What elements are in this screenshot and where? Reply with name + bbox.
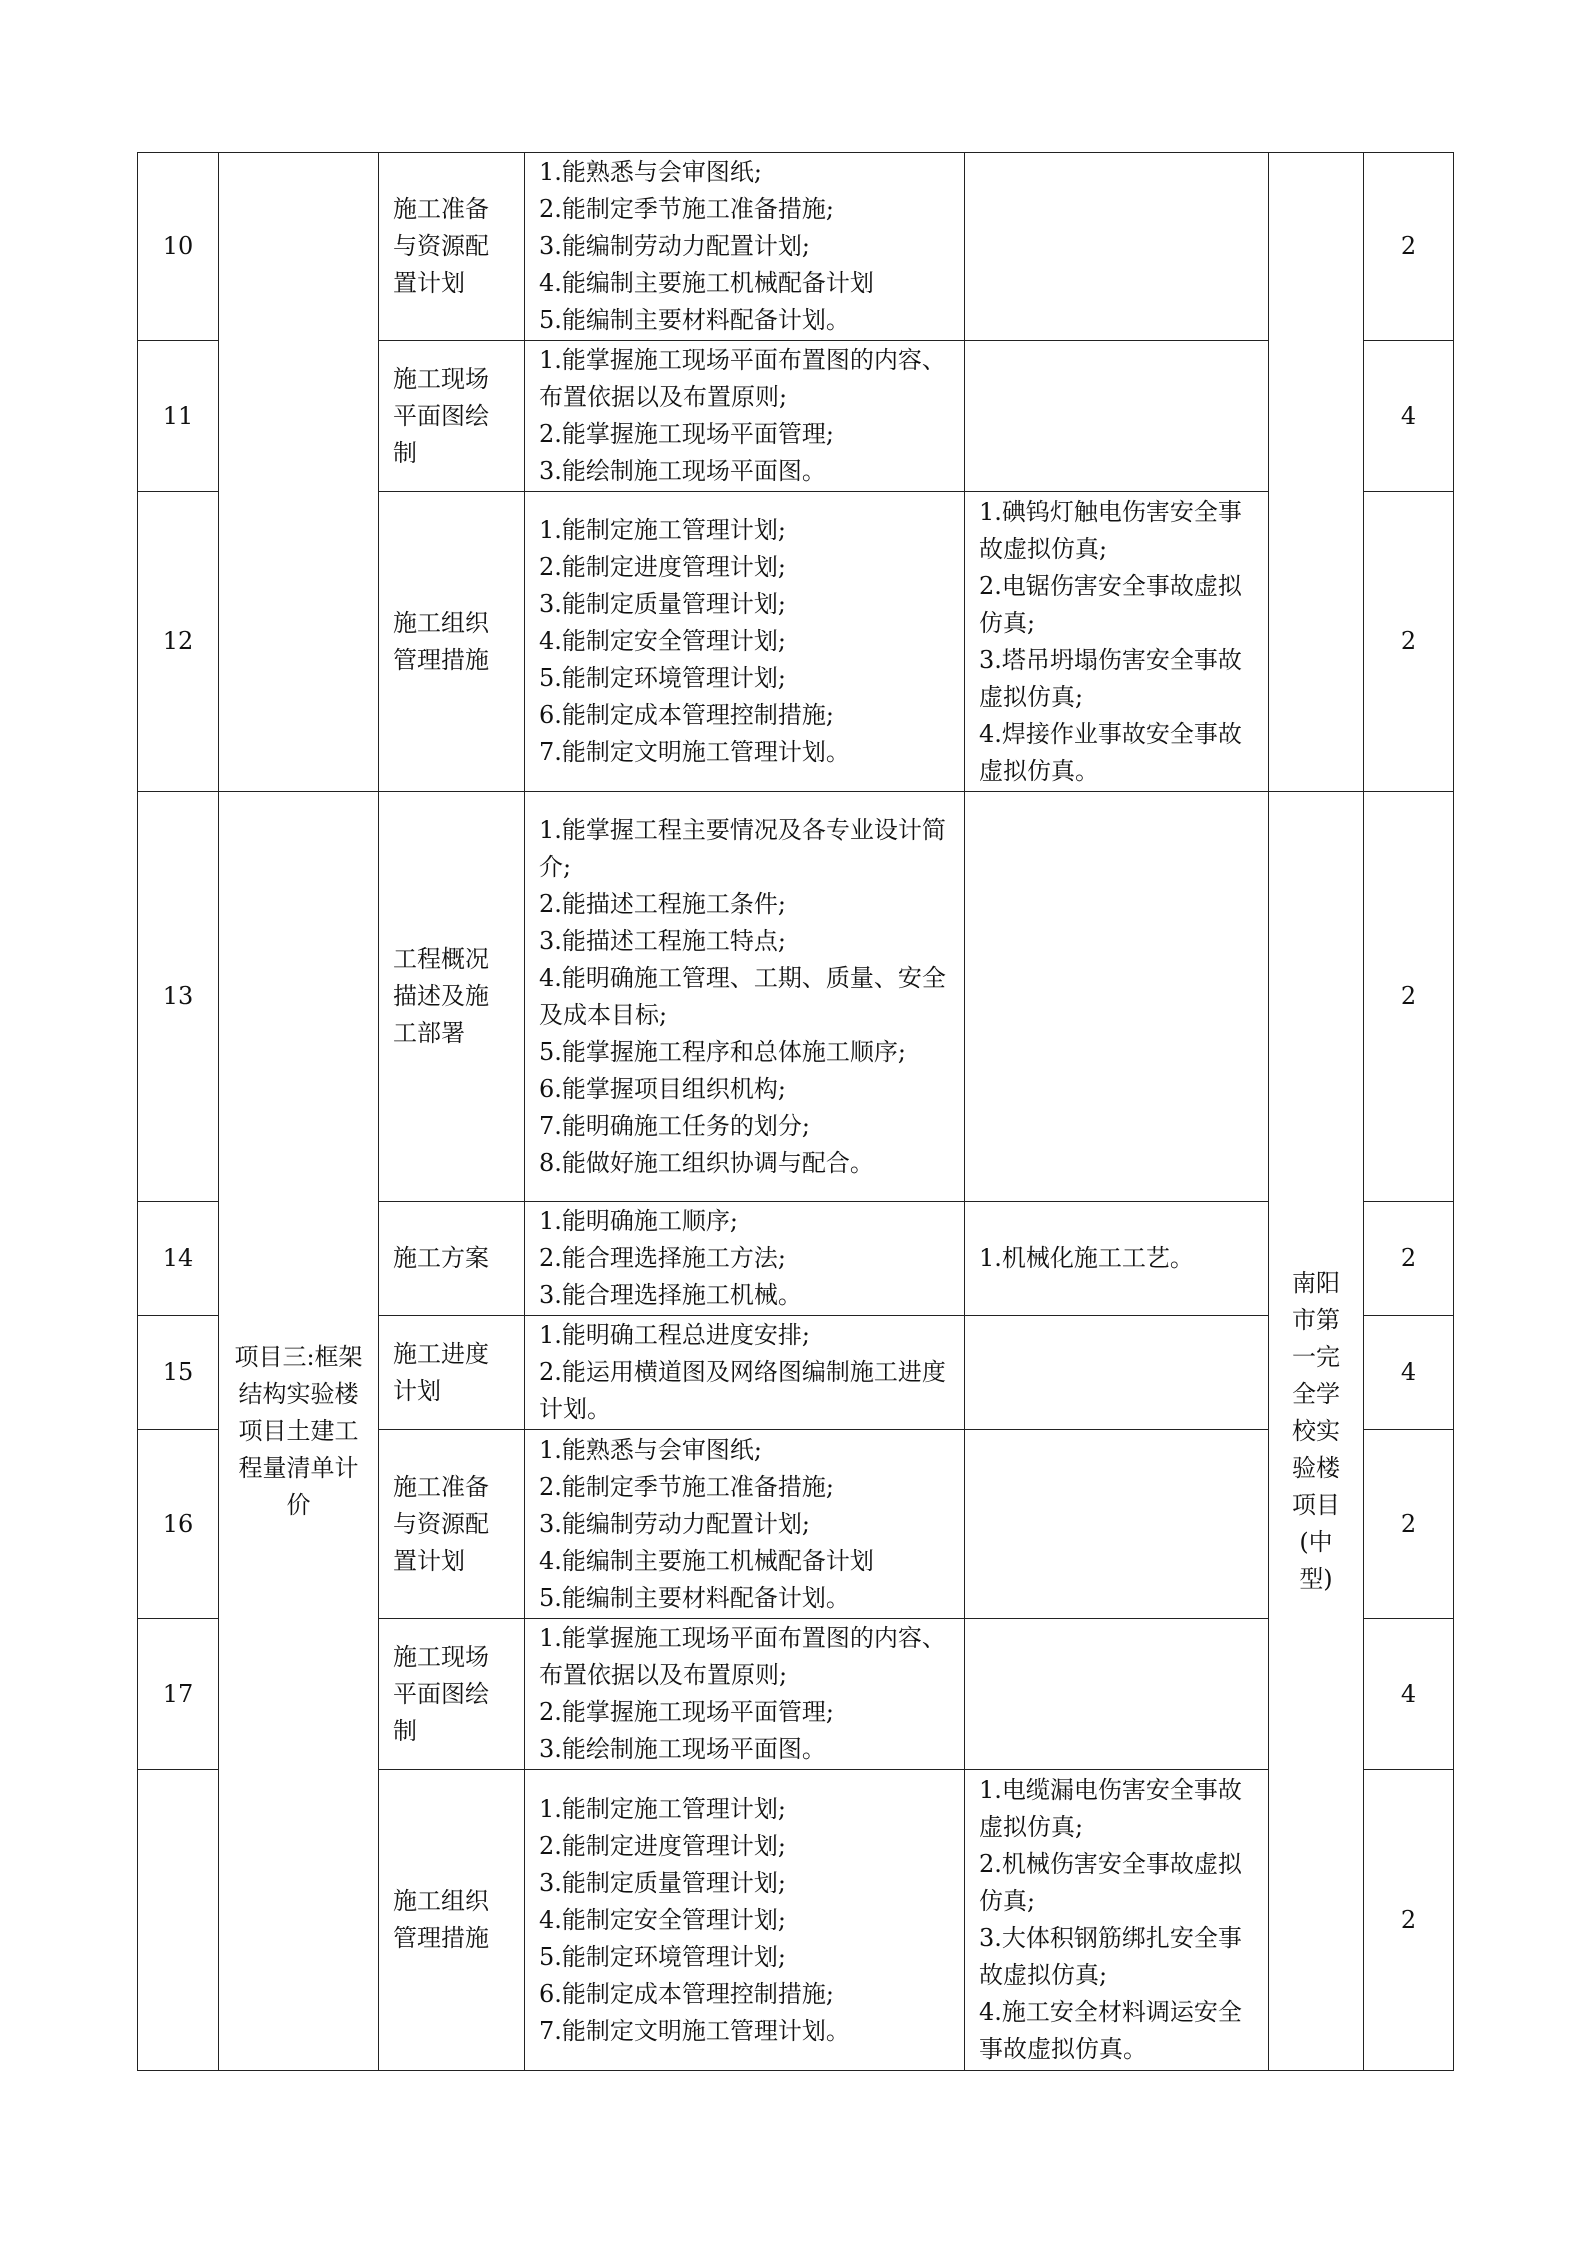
hours: 2 xyxy=(1364,1430,1454,1619)
skill-item: 6.能制定成本管理控制措施; xyxy=(539,1979,834,2008)
skill-item: 2.能描述工程施工条件; xyxy=(539,889,786,918)
hours: 2 xyxy=(1364,492,1454,792)
skill-item: 2.能制定季节施工准备措施; xyxy=(539,195,834,223)
simulation-item: 3.大体积钢筋绑扎安全事故虚拟仿真; xyxy=(979,1924,1242,1989)
skill-item: 3.能绘制施工现场平面图。 xyxy=(539,457,826,485)
skill-item: 2.能运用横道图及网络图编制施工进度计划。 xyxy=(539,1358,946,1423)
skill-item: 4.能制定安全管理计划; xyxy=(539,1905,786,1934)
skill-item: 8.能做好施工组织协调与配合。 xyxy=(539,1148,874,1177)
skill-item: 5.能掌握施工程序和总体施工顺序; xyxy=(539,1037,906,1066)
hours: 2 xyxy=(1364,1770,1454,2071)
task-name: 施工现场平面图绘制 xyxy=(379,1619,525,1770)
simulation-list xyxy=(965,153,1269,341)
hours: 4 xyxy=(1364,341,1454,492)
project-cell-previous xyxy=(219,153,379,792)
project-name: 项目三:框架结构实验楼项目土建工程量清单计价 xyxy=(219,792,379,2071)
row-number: 13 xyxy=(138,792,219,1202)
skill-item: 4.能明确施工管理、工期、质量、安全及成本目标; xyxy=(539,963,946,1029)
row-number: 10 xyxy=(138,153,219,341)
skill-item: 2.能制定进度管理计划; xyxy=(539,1831,786,1860)
skill-item: 1.能掌握工程主要情况及各专业设计简介; xyxy=(539,815,946,881)
skill-item: 7.能制定文明施工管理计划。 xyxy=(539,738,850,766)
task-name: 施工现场平面图绘制 xyxy=(379,341,525,492)
skill-item: 3.能编制劳动力配置计划; xyxy=(539,232,810,260)
simulation-item: 3.塔吊坍塌伤害安全事故虚拟仿真; xyxy=(979,645,1242,711)
row-number xyxy=(138,1770,219,2071)
skill-item: 4.能编制主要施工机械配备计划 xyxy=(539,1546,874,1575)
skill-list xyxy=(525,1770,965,2071)
skill-item: 1.能制定施工管理计划; xyxy=(539,1794,786,1823)
skill-item: 2.能合理选择施工方法; xyxy=(539,1244,786,1272)
simulation-list xyxy=(965,1316,1269,1430)
simulation-list xyxy=(965,1430,1269,1619)
skill-item: 5.能制定环境管理计划; xyxy=(539,1942,786,1971)
skill-item: 7.能明确施工任务的划分; xyxy=(539,1111,810,1140)
skill-item: 4.能编制主要施工机械配备计划 xyxy=(539,269,874,297)
course-table xyxy=(137,152,1454,2071)
task-name: 工程概况描述及施工部署 xyxy=(379,792,525,1202)
simulation-item: 2.机械伤害安全事故虚拟仿真; xyxy=(979,1850,1242,1915)
simulation-list xyxy=(965,1202,1269,1316)
skill-item: 2.能掌握施工现场平面管理; xyxy=(539,420,834,448)
skill-item: 3.能制定质量管理计划; xyxy=(539,1868,786,1897)
skill-item: 5.能编制主要材料配备计划。 xyxy=(539,1583,850,1612)
hours: 2 xyxy=(1364,153,1454,341)
simulation-item: 1.电缆漏电伤害安全事故虚拟仿真; xyxy=(979,1776,1242,1841)
skill-item: 3.能绘制施工现场平面图。 xyxy=(539,1735,826,1763)
skill-item: 1.能掌握施工现场平面布置图的内容、布置依据以及布置原则; xyxy=(539,1624,946,1689)
simulation-list xyxy=(965,341,1269,492)
row-number: 16 xyxy=(138,1430,219,1619)
simulation-list xyxy=(965,792,1269,1202)
row-number: 14 xyxy=(138,1202,219,1316)
task-name: 施工准备与资源配置计划 xyxy=(379,153,525,341)
hours: 2 xyxy=(1364,1202,1454,1316)
skill-item: 2.能制定进度管理计划; xyxy=(539,553,786,581)
skill-item: 1.能熟悉与会审图纸; xyxy=(539,1435,762,1464)
skill-item: 1.能明确工程总进度安排; xyxy=(539,1321,810,1349)
skill-item: 1.能熟悉与会审图纸; xyxy=(539,158,762,186)
skill-item: 6.能制定成本管理控制措施; xyxy=(539,701,834,729)
simulation-item: 1.碘钨灯触电伤害安全事故虚拟仿真; xyxy=(979,497,1242,563)
simulation-item: 1.机械化施工工艺。 xyxy=(979,1244,1194,1272)
skill-list xyxy=(525,792,965,1202)
hours: 4 xyxy=(1364,1619,1454,1770)
task-name: 施工组织管理措施 xyxy=(379,492,525,792)
row-number: 12 xyxy=(138,492,219,792)
task-name: 施工组织管理措施 xyxy=(379,1770,525,2071)
skill-item: 1.能制定施工管理计划; xyxy=(539,516,786,544)
table-row xyxy=(138,792,1454,1202)
row-number: 17 xyxy=(138,1619,219,1770)
task-name: 施工进度计划 xyxy=(379,1316,525,1430)
skill-list xyxy=(525,492,965,792)
simulation-item: 4.焊接作业事故安全事故虚拟仿真。 xyxy=(979,719,1242,785)
skill-list xyxy=(525,1619,965,1770)
task-name: 施工方案 xyxy=(379,1202,525,1316)
skill-item: 7.能制定文明施工管理计划。 xyxy=(539,2016,850,2045)
project-site: 南阳市第一完全学校实验楼项目(中型) xyxy=(1269,792,1364,2071)
skill-item: 6.能掌握项目组织机构; xyxy=(539,1074,786,1103)
skill-item: 3.能描述工程施工特点; xyxy=(539,926,786,955)
skill-item: 3.能合理选择施工机械。 xyxy=(539,1281,802,1309)
skill-item: 1.能掌握施工现场平面布置图的内容、布置依据以及布置原则; xyxy=(539,346,946,411)
skill-item: 2.能掌握施工现场平面管理; xyxy=(539,1698,834,1726)
skill-item: 4.能制定安全管理计划; xyxy=(539,627,786,655)
skill-item: 5.能编制主要材料配备计划。 xyxy=(539,306,850,334)
row-number: 11 xyxy=(138,341,219,492)
site-cell-previous xyxy=(1269,153,1364,792)
table-row xyxy=(138,153,1454,341)
hours: 2 xyxy=(1364,792,1454,1202)
skill-list xyxy=(525,153,965,341)
skill-item: 1.能明确施工顺序; xyxy=(539,1207,738,1235)
simulation-item: 2.电锯伤害安全事故虚拟仿真; xyxy=(979,571,1242,637)
skill-list xyxy=(525,341,965,492)
skill-list xyxy=(525,1430,965,1619)
task-name: 施工准备与资源配置计划 xyxy=(379,1430,525,1619)
skill-item: 2.能制定季节施工准备措施; xyxy=(539,1472,834,1501)
skill-item: 3.能编制劳动力配置计划; xyxy=(539,1509,810,1538)
skill-list xyxy=(525,1316,965,1430)
simulation-item: 4.施工安全材料调运安全事故虚拟仿真。 xyxy=(979,1998,1242,2063)
skill-item: 5.能制定环境管理计划; xyxy=(539,664,786,692)
simulation-list xyxy=(965,492,1269,792)
simulation-list xyxy=(965,1770,1269,2071)
hours: 4 xyxy=(1364,1316,1454,1430)
skill-item: 3.能制定质量管理计划; xyxy=(539,590,786,618)
simulation-list xyxy=(965,1619,1269,1770)
row-number: 15 xyxy=(138,1316,219,1430)
skill-list xyxy=(525,1202,965,1316)
